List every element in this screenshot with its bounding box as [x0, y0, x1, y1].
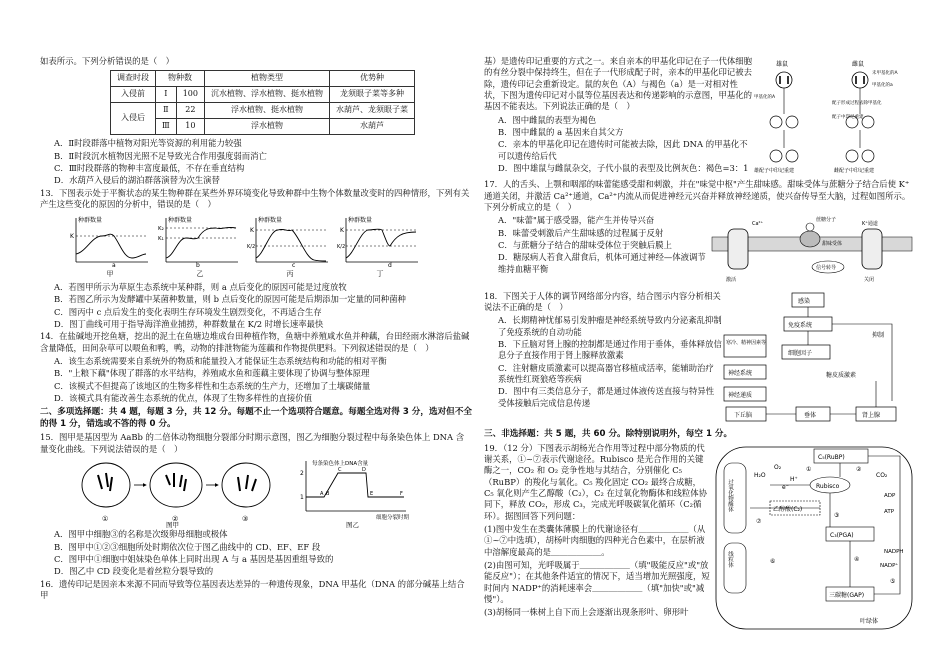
q16-option-c: C．亲本的甲基化印记在遗传时可能被去除，因此 DNA 的甲基化不可以遗传给后代: [498, 139, 748, 161]
svg-text:K₁: K₁: [158, 236, 164, 243]
pathway-7: ⑦: [756, 517, 762, 525]
cell-3-label: ③: [242, 515, 249, 524]
cell-1-label: ①: [102, 515, 109, 524]
q15-stem: 15．图甲是基因型为 AaBb 的二倍体动物细胞分裂部分时期示意图，图乙为细胞分裂过程中每条染色体上 DNA 含量变化曲线。下列说法错误的是（ ）: [40, 432, 465, 454]
q12-option-b: B．Ⅱ时段沉水植物因光照不足导致光合作用强度弱而消亡: [54, 150, 267, 161]
nadph-label: NADPH: [884, 548, 904, 555]
survey-table: [110, 70, 415, 135]
graph-ding-ylabel: 种群数量: [348, 217, 373, 225]
fig-yi-graph: [300, 459, 410, 529]
fig-jia-caption: 图甲: [166, 521, 179, 530]
q16-option-b: B．图中雌鼠的 a 基因来自其父方: [498, 127, 624, 138]
table-row: [111, 119, 415, 135]
point-f: F: [400, 491, 403, 498]
graph-bing-caption: 丙: [286, 270, 294, 279]
q17-option-a: A．"味蕾"属于感受器，能产生并传导兴奋: [498, 215, 655, 226]
pathway-4: ④: [854, 555, 860, 563]
table-header: 植物类型: [205, 71, 330, 87]
svg-text:K/2: K/2: [247, 244, 256, 251]
hypothalamus-box: 下丘脑: [734, 411, 753, 419]
right-column: [484, 56, 916, 636]
female-label: 雌鼠: [852, 61, 865, 68]
rubisco-label: Rubisco: [816, 482, 840, 490]
q16-block: [484, 56, 916, 179]
q15-option-a: A．图甲中细胞③的名称是次级卵母细胞或极体: [54, 529, 228, 540]
q12-option-c: C．Ⅲ时段群落的物种丰富度最低，不存在垂直结构: [54, 163, 245, 174]
cell-1: [82, 463, 130, 507]
q19-sub-3: (3)胡杨同一株树上自下而上会逐渐出现条形叶、卵形叶: [484, 607, 689, 618]
q15-figure-svg: [76, 457, 456, 530]
q17-stem: 17．人的舌头、上颚和咽部的味蕾能感受甜和刺激，并在"味觉中枢"产生甜味感。甜味受体与蔗糖分子结合后使 K⁺ 通道关闭，并激活 Ca²⁺通道，Ca²⁺内流从而促进神经元兴奋并释放神经递质，使兴奋传导至大脑，过程如图所示。下列分析成立的是（ ）: [484, 179, 911, 213]
q18-text: [484, 291, 722, 426]
k-channel-label: K⁺通道: [862, 221, 878, 228]
q16-text: [484, 56, 754, 179]
gluco-label: 糖皮质激素: [826, 371, 857, 379]
q18-figure: [722, 291, 914, 426]
fig-yi-y2: 2: [300, 470, 304, 478]
mid-label: 配子中印记重建: [832, 115, 864, 120]
infection-box: 感染: [798, 297, 811, 305]
sugar-label: 蔗糖分子: [816, 217, 837, 224]
left-column: [40, 56, 472, 603]
q13-option-a: A．若图甲所示为草原生态系统中某种群，则 a 点后变化的原因可能是过度放牧: [54, 281, 347, 292]
svg-text:K: K: [250, 227, 254, 235]
point-b: B: [326, 491, 330, 498]
q17-figure: [712, 215, 912, 290]
point-c: C: [338, 467, 342, 474]
q13-stem: 13．下图表示处于平衡状态的某生物种群在某些外界环境变化导致种群中生物个体数量改变时的四种情形，下列有关产生这些变化的原因的分析中，错误的是（ ）: [40, 187, 470, 210]
q18-block: [484, 291, 916, 426]
bottom-label-2: 雌配子中印记重建: [834, 168, 875, 174]
q15-option-b: B．图甲中①②③细胞所处时期依次位于图乙曲线中的 CD、EF、EF 段: [54, 541, 321, 552]
q17-option-b: B．味蕾受刺激后产生甜味感的过程属于反射: [498, 227, 664, 238]
point-d: D: [362, 467, 366, 474]
svg-text:K: K: [340, 227, 344, 235]
table-cell: Ⅰ: [156, 87, 177, 103]
q13-graphs: [68, 214, 472, 279]
q16-option-d: D．图中雄鼠与雌鼠杂交，子代小鼠的表型及比例灰色：褐色=3：1: [498, 163, 749, 174]
q15-option-d: D．图乙中 CD 段变化是着丝粒分裂导致的: [54, 566, 214, 577]
q14-stem: 14．在盐碱地开挖鱼塘，挖出的泥土在鱼塘边堆成台田种植作物，鱼塘中养殖咸水鱼并种藕，台田经雨水淋溶后盐碱含量降低，田间杂草可以喂鱼和鸭，鸭，动物的排泄物能为莲藕和作物提供肥料。下列叙述错误的是（ ）: [40, 331, 470, 353]
table-cell: 浮水植物: [205, 119, 330, 135]
nadp-label: NADP⁺: [880, 562, 899, 569]
inhibit-label: 抑制: [872, 331, 885, 339]
electron-label: e⁻: [782, 483, 789, 491]
svg-text:d: d: [388, 262, 392, 270]
q16-figure-svg: [754, 56, 914, 176]
svg-text:K: K: [70, 233, 74, 241]
q17-figure-svg: [712, 215, 912, 287]
cell-2-label: ②: [172, 515, 179, 524]
gap-box: 三碳糖(GAP): [829, 591, 865, 599]
graph-ding-svg: [338, 214, 422, 270]
graph-ding: [338, 214, 422, 279]
q19-text: [484, 443, 710, 636]
table-header: 调查时段: [111, 71, 156, 87]
table-row: [111, 103, 415, 119]
legend-unmethylated-a: 未甲基化的A: [872, 71, 898, 76]
table-cell: 入侵后: [111, 103, 156, 135]
neurotransmitter-box: 神经递质: [728, 391, 753, 399]
table-header: 优势种: [330, 71, 415, 87]
q14-option-b: B．"上粮下藕"体现了群落的水平结构，养殖咸水鱼和莲藕主要体现了协调与整体原理: [54, 368, 370, 379]
pituitary-box: 垂体: [804, 411, 817, 419]
cytokine-box: 细胞因子: [788, 349, 813, 357]
pathway-1: ①: [806, 465, 812, 473]
mitochondria-label: 线粒体: [727, 550, 733, 568]
activate-label: 激活: [726, 277, 737, 284]
graph-bing-svg: [248, 214, 332, 270]
o2-label: O₂: [774, 463, 782, 471]
h2o-label: H₂O: [754, 471, 766, 479]
q17-option-d: D．糖尿病人若食入甜食后，机体可通过神经—体液调节维持血糖平衡: [498, 252, 706, 274]
graph-jia-svg: [68, 214, 152, 270]
graph-yi-caption: 乙: [196, 270, 204, 279]
q12-option-d: D．水葫芦入侵后的湖泊群落演替为次生演替: [54, 175, 220, 186]
q13-option-c: C．图丙中 c 点后发生的变化表明生存环境发生剧烈变化，不再适合生存: [54, 306, 322, 317]
table-cell: 沉水植物、浮水植物、挺水植物: [205, 87, 330, 103]
fig-yi-caption: 图乙: [346, 521, 359, 530]
q15-option-c: C．图甲中①细胞中姐妹染色单体上同时出现 A 与 a 基因是基因重组导致的: [54, 553, 334, 564]
close-label: 关闭: [864, 277, 875, 284]
svg-text:K₂: K₂: [158, 226, 164, 233]
q14-option-a: A．该生态系统需要来自系统外的物质和能量投入才能保证生态系统结构和功能的相对平衡: [54, 355, 387, 366]
bottom-label-1: 雄配子中印记重建: [754, 168, 795, 174]
table-row: [111, 87, 415, 103]
q19-sub-1: (1)图中发生在类囊体薄膜上的代谢途径有＿＿＿＿＿＿（从①~⑦中选填），胡杨叶肉细胞的四种光合色素中，在层析液中溶解度最高的是＿＿＿＿＿＿。: [484, 524, 706, 557]
fig-yi-y1: 1: [300, 494, 304, 502]
legend-methylated-a: 甲基化的A: [754, 95, 776, 100]
table-cell: Ⅲ: [156, 119, 177, 135]
pathway-2: ②: [856, 465, 862, 473]
male-label: 雄鼠: [776, 61, 789, 68]
hplus-label: H⁺: [790, 475, 798, 483]
q19-figure-svg: [710, 443, 916, 633]
atp-label: ATP: [884, 508, 895, 515]
table-cell: 水葫芦、龙须眼子菜: [330, 103, 415, 119]
svg-text:K/2: K/2: [337, 244, 346, 251]
table-cell: 22: [176, 103, 204, 119]
peroxisome-label: 过氧化物酶体: [727, 478, 733, 512]
receptor-label: 甜味受体: [822, 241, 843, 248]
q16-figure: [754, 56, 914, 179]
q12-option-a: A．Ⅱ时段群落中植物对阳光等资源的利用能力较强: [54, 138, 242, 149]
svg-text:a: a: [112, 262, 116, 270]
q16-stem: 16．遗传印记是因亲本来源不同而导致等位基因表达差异的一种遗传现象，DNA 甲基化（DNA 的部分碱基上结合甲: [40, 578, 465, 600]
svg-text:c: c: [292, 262, 296, 270]
table-cell: 浮水植物、挺水植物: [205, 103, 330, 119]
fig-yi-ytitle: 每条染色体上DNA含量: [312, 461, 369, 468]
svg-text:b: b: [196, 262, 200, 270]
q13-option-b: B．若图乙所示为发酵罐中某菌种数量，则 b 点后变化的原因可能是后期添加一定量的同种菌种: [54, 294, 406, 305]
graph-yi-ylabel: 种群数量: [168, 217, 193, 225]
q18-option-d: D．图中有三类信息分子，都是通过体液传送直接与特异性受体接触后完成信息传递: [498, 386, 715, 408]
section-2-heading: 二、多项选择题：共 4 题，每题 3 分，共 12 分。每题不止一个选项符合题意。每题全选对得 3 分，选对但不全的得 1 分，错选或不答的得 0 分。: [40, 407, 472, 429]
rubp-box: C₅(RuBP): [818, 453, 845, 461]
q19-stem: 19．（12 分）下图表示胡杨光合作用等过程中部分物质的代谢关系，①~⑦表示代谢途径。Rubisco 是光合作用的关键酶之一，CO₂ 和 O₂ 竞争性地与其结合，分别催化 C₅（RuBP）的羧化与氧化。C₅ 羧化固定 CO₂ 最终合成糖，C₅ 氧化则产生乙醇酸（C₂），C₂ 在过氧化物酶体和线粒体协同下，释放 CO₂，形成 C₃，完成光呼吸碳氧化循环（C₂循环）。据图回答下列问题：: [484, 442, 708, 521]
q17-block: [484, 215, 916, 290]
graph-jia-caption: 甲: [106, 270, 114, 279]
q12-intro: 如表所示。下列分析错误的是（ ）: [40, 56, 174, 66]
fig-yi-xtitle: 细胞分裂时期: [376, 515, 410, 522]
q18-option-a: A．长期精神忧郁易引发肿瘤是神经系统导致内分泌紊乱抑制了免疫系统的自动功能: [498, 315, 722, 337]
table-cell: 100: [176, 87, 204, 103]
ca-label: Ca²⁺: [752, 221, 764, 228]
graph-yi-svg: [158, 214, 242, 270]
table-cell: 10: [176, 119, 204, 135]
q18-option-b: B．下丘脑对肾上腺的控制都是通过作用于垂体，垂体释放信息分子直接作用于肾上腺释放激素: [498, 339, 722, 361]
pathway-6: ⑥: [770, 557, 776, 565]
graph-bing: [248, 214, 332, 279]
q17-option-c: C．与蔗糖分子结合的甜味受体位于突触后膜上: [498, 240, 672, 251]
table-cell: Ⅱ: [156, 103, 177, 119]
cell-3: [222, 463, 270, 507]
cold-box: 寒冷、精神因素等: [726, 339, 767, 346]
graph-jia-ylabel: 种群数量: [78, 217, 103, 225]
table-cell: 入侵前: [111, 87, 156, 103]
section-3-heading: 三、非选择题：共 5 题，共 60 分。除特别说明外，每空 1 分。: [484, 429, 733, 440]
q19-sub-2: (2)由图可知，光呼吸属于＿＿＿＿＿＿（填"吸能反应"或"放能反应"）；在其他条件适宜的情况下，适当增加光照强度，短时间内 NADP⁺的消耗速率会＿＿＿＿＿＿（填"加快"或"减慢"）。: [484, 560, 710, 605]
q19-figure: [710, 443, 916, 636]
graph-ding-caption: 丁: [376, 270, 384, 279]
q18-option-c: C．注射糖皮质激素可以提高器官移植成活率，能辅助治疗系统性红斑狼疮等疾病: [498, 362, 714, 385]
table-header: 物种数: [156, 71, 205, 87]
q17-options: [484, 215, 712, 290]
point-e: E: [370, 491, 374, 498]
co2-label: CO₂: [876, 471, 888, 479]
q14-option-c: C．该模式不但提高了该地区的生物多样性和生态系统的生产力，还增加了土壤碳储量: [54, 380, 371, 391]
graph-yi: [158, 214, 242, 279]
point-a: A: [320, 491, 324, 498]
pga-box: C₃(PGA): [830, 531, 854, 539]
adp-label: ADP: [884, 492, 896, 499]
pathway-5: ⑤: [890, 577, 896, 585]
q14-option-d: D．该模式具有能改善生态系统的优点，体现了生物多样性的直接价值: [54, 392, 312, 403]
table-header-row: [111, 71, 415, 87]
graph-jia: [68, 214, 152, 279]
legend-methylated-a-small: 甲基化的a: [872, 83, 893, 88]
q16-continued: 基）是遗传印记重要的方式之一。来自亲本的甲基化印记在子一代体细胞的有丝分裂中保持终生，但在子一代形成配子时，亲本的甲基化印记被去除，遗传印记会重新设定。鼠的灰色（A）与褐色（a）是一对相对性状，下图为遗传印记对小鼠等位基因表达和传递影响的示意图，甲基化的基因不能表达。下列说法正确的是（ ）: [484, 56, 752, 112]
q19-block: [484, 443, 916, 636]
table-cell: 龙须眼子菜等多种: [330, 87, 415, 103]
cell-2: [150, 463, 202, 507]
glycolate-box: 乙醇酸(C₂): [773, 505, 803, 513]
immune-box: 免疫系统: [788, 321, 813, 329]
pathway-3: ③: [834, 511, 840, 519]
q16-option-a: A．图中雌鼠的表型为褐色: [498, 114, 597, 125]
q13-option-d: D．图丁曲线可用于指导海洋渔业捕捞，种群数量在 K/2 时增长速率最快: [54, 318, 324, 329]
q18-stem: 18．下图关于人体的调节网络部分内容，结合图示内容分析相关说法不正确的是（ ）: [484, 290, 721, 313]
table-cell: 水葫芦: [330, 119, 415, 135]
q18-figure-svg: [722, 291, 914, 423]
signal-label: 信号转导: [816, 265, 837, 272]
neuro-box: 神经系统: [728, 369, 753, 377]
mid-label-2: 配子形成过程去除甲基化: [832, 101, 882, 106]
graph-bing-ylabel: 种群数量: [258, 217, 283, 225]
chloroplast-label: 叶绿体: [860, 617, 879, 625]
q15-figure: [76, 457, 472, 530]
adrenal-box: 肾上腺: [862, 411, 881, 419]
